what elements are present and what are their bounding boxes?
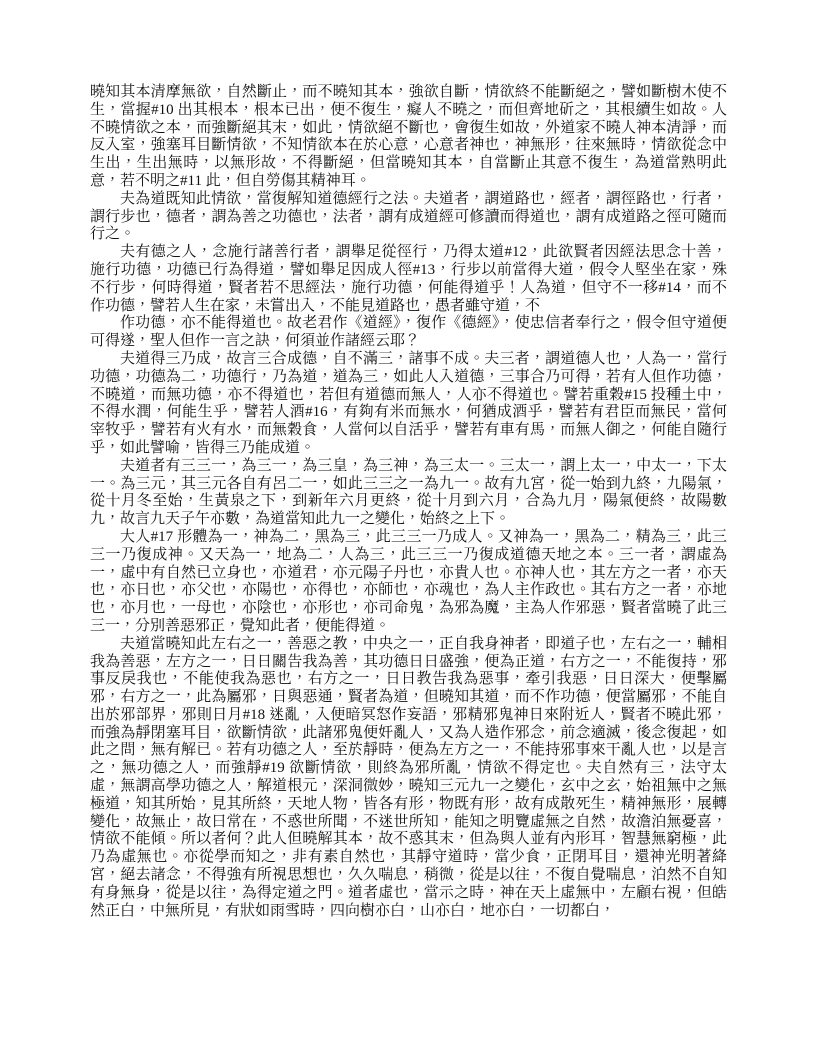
paragraph-3: 夫有德之人，念施行諸善行者，謂舉足從徑行，乃得太道#12，此欲賢者因經法思念十善，施行功德，功德已行為得道，譬如舉足因成人徑#13，行步以前當得大道，假令人堅坐在家，殊不行步，何時得道，賢者若不思經法，施行功德，何能得道乎！人為道，但守不一移#14，而不作功德，譬若人生在家，未嘗出入，不能見道路也，愚者雖守道，不 [90,244,727,314]
paragraph-5: 夫道得三乃成，故言三合成德，自不滿三，諸事不成。夫三者，謂道德人也，人為一，當行功德，功德為二，功德行，乃為道，道為三，如此人入道德，三事合乃可得，若有人但作功德，不曉道，而無功德，亦不得道也，若但有道德而無人，人亦不得道也。譬若重穀#15 投種土中，不得水潤，何能生乎，譬若人酒#16，有夠有米而無水，何猶成酒乎，譬若有君臣而無民，當何宰牧乎，譬若有火有水，而無穀食，人當何以自活乎，譬若有車有馬，而無人御之，何能自隨行乎，如此譬喻，皆得三乃能成道。 [90,350,727,456]
text-block [90,84,727,920]
paragraph-6: 夫道者有三三一，為三一，為三皇，為三神，為三太一。三太一，謂上太一，中太一，下太一。為三元，其三元各自有呂二一，如此三三之一為九一。故有九宮，從一始到九終，九陽氣，從十月冬至始，生黃泉之下，到新年六月更終，從十月到六月，合為九月，陽氣便終，故陽數九，故言九天子午亦數，為道當知此九一之變化，始終之上下。 [90,457,727,528]
paragraph-8: 夫道當曉知此左右之一，善惡之教，中央之一，正自我身神者，即道子也，左右之一，輔相我為善惡，左方之一，日日關告我為善，其功德日日盛強，便為正道，右方之一，不能復持，邪事反戾我也，不能使我為惡也，右方之一，日日教告我為惡事，牽引我惡，日日深大，便擊屬邪，右方之一，此為屬邪，日與惡通，賢者為道，但曉知其道，而不作功德，便當屬邪，不能自出於邪部界，邪則日月#18 迷亂，入便暗冥怒作妄語，邪精邪鬼神日來附近人，賢者不曉此邪，而強為靜閉塞耳目，欲斷情欲，此諸邪鬼便奸亂人，又為人造作邪念，前念適滅，後念復起，如此之問，無有解已。若有功德之人，至於靜時，便為左方之一，不能持邪事來干亂人也，以是言之，無功德之人，而強靜#19 欲斷情欲，則終為邪所亂，情欲不得定也。夫自然有三，法守太虛，無謂高學功德之人，解道根元，深洞微妙，曉知三元九一之變化，玄中之玄，始祖無中之無極道，知其所始，見其所終，天地人物，皆各有形，物既有形，故有成散死生，精神無形，展轉變化，故無止，故曰常在，不惑世所聞，不迷世所知，能知之明覽虛無之自然，故澹泊無憂喜，情欲不能傾。所以者何？此人但曉解其本，故不惑其末，但為與人並有內形耳，智慧無窮極，此乃為虛無也。亦從學而知之，非有素自然也，其靜守道時，當少食，正閉耳目，還神光明著絳宮，絕去諸念，不得強有所視思想也，久久喘息，稍微，從是以往，不復自覺喘息，泊然不自知有身無身，從是以往，為得定道之門。道者虛也，當示之時，神在天上虛無中，左顧右視，但皓然正白，中無所見，有狀如雨雪時，四向樹亦白，山亦白，地亦白，一切都白， [90,635,727,919]
paragraph-1: 曉知其本清摩無欲，自然斷止，而不曉知其本，強欲自斷，情欲終不能斷絕之，譬如斷樹木使不生，當握#10 出其根本，根本已出，便不復生，癡人不曉之，而但齊地斫之，其根續生如故。人不曉情欲之本，而強斷絕其末，如此，情欲絕不斷也，會復生如故，外道家不曉人神本清諍，而反入室，強塞耳目斷情欲，不知情欲本在於心意，心意者神也，神無形，往來無時，情欲從念中生出，生出無時，以無形故，不得斷絕，但當曉知其本，自當斷止其意不復生，為道當熟明此意，若不明之#11 此，但自勞傷其精神耳。 [90,84,727,189]
paragraph-4: 作功德，亦不能得道也。故老君作《道經》，復作《德經》，使忠信者奉行之，假令但守道便可得遂，聖人但作一言之訣，何須並作諸經云耶？ [90,315,727,350]
paragraph-7: 大人#17 形體為一，神為二，黑為三，此三三一乃成人。又神為一，黑為二，精為三，此三三一乃復成神。又天為一，地為二，人為三，此三三一乃復成道德天地之本。三一者，謂虛為一，虛中有自然已立身也，亦道君，亦元陽子丹也，亦貴人也。亦神人也，其左方之一者，亦天也，亦日也，亦父也，亦陽也，亦得也，亦師也，亦魂也，為人主作政也。其右方之一者，亦地也，亦月也，一母也，亦陰也，亦形也，亦司命鬼，為邪為魔，主為人作邪惡，賢者當曉了此三三一，分別善惡邪正，覺知此者，便能得道。 [90,528,727,634]
paragraph-2: 夫為道既知此情欲，當復解知道德經行之法。夫道者，謂道路也，經者，謂徑路也，行者，謂行步也，德者，謂為善之功德也，法者，謂有成道經可修讀而得道也，謂有成道路之徑可隨而行之。 [90,190,727,243]
